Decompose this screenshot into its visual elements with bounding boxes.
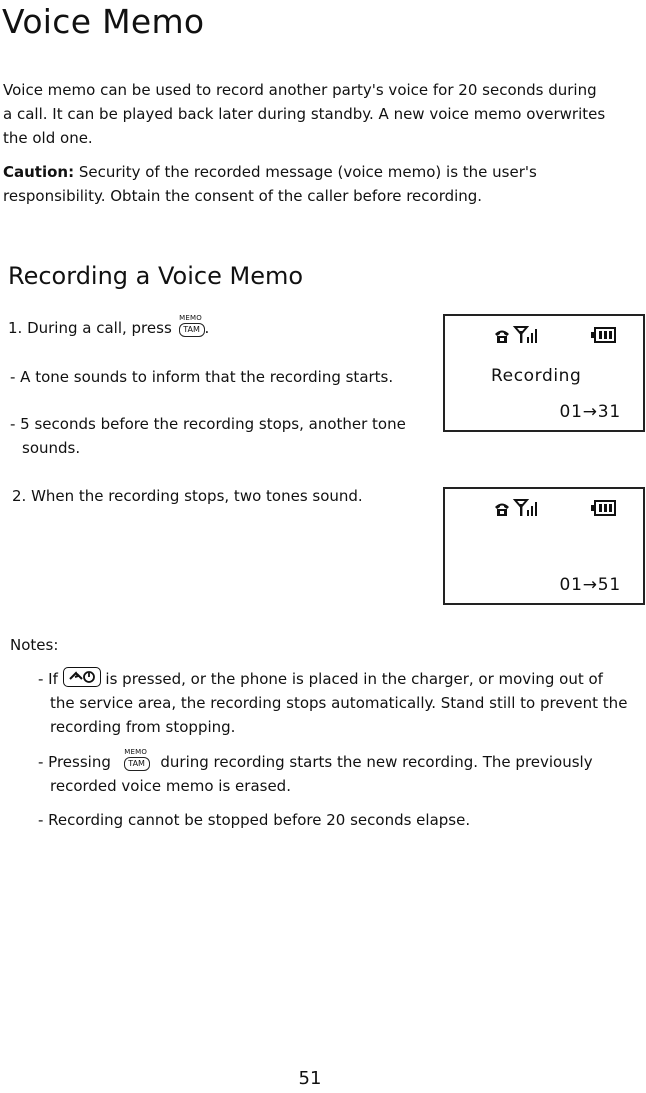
caution-paragraph — [3, 160, 633, 208]
note-1 — [38, 667, 638, 739]
page-title: Voice Memo — [2, 2, 205, 41]
end-call-key-icon — [63, 667, 101, 687]
note-1-line-2: the service area, the recording stops automatically. Stand still to prevent the — [50, 694, 628, 712]
screen-status-text: Recording — [491, 366, 582, 386]
tam-key-label: TAM — [179, 323, 205, 337]
intro-line-1: Voice memo can be used to record another party's voice for 20 seconds during — [3, 81, 597, 99]
tam-memo-key-icon — [177, 314, 205, 339]
phone-icon — [495, 331, 509, 344]
phone-icon — [495, 504, 509, 517]
note-2-suffix: during recording starts the new recording. The previously — [155, 753, 593, 771]
antenna-signal-icon — [515, 327, 537, 343]
note-2-prefix: - Pressing — [38, 753, 116, 771]
step-1-text: 1. During a call, press — [8, 319, 177, 337]
note-3: - Recording cannot be stopped before 20 seconds elapse. — [38, 811, 471, 829]
note-2 — [38, 750, 638, 798]
screen-counter: 01→51 — [559, 575, 621, 595]
caution-line-1 — [3, 160, 633, 184]
status-bar-icons — [491, 322, 631, 346]
tam-memo-key-icon — [122, 748, 150, 773]
tam-key-memo-label: MEMO — [124, 748, 148, 756]
caution-label: Caution: — [3, 163, 75, 181]
step-2: 2. When the recording stops, two tones sound. — [12, 487, 363, 505]
bullet-recording-starts: - A tone sounds to inform that the recording starts. — [10, 368, 394, 386]
section-heading: Recording a Voice Memo — [8, 262, 304, 290]
note-2-line-2: recorded voice memo is erased. — [50, 777, 291, 795]
screen-counter: 01→31 — [559, 402, 621, 422]
notes-title: Notes: — [10, 636, 59, 654]
caution-line-2: responsibility. Obtain the consent of the caller before recording. — [3, 187, 483, 205]
status-bar-icons — [491, 495, 631, 519]
note-2-line-1 — [38, 750, 638, 774]
page-number: 51 — [298, 1068, 322, 1089]
phone-screen-stopped — [443, 487, 645, 605]
intro-paragraph — [3, 78, 633, 150]
bullet-before-stop — [10, 412, 406, 460]
caution-text-1: Security of the recorded message (voice memo) is the user's — [74, 163, 537, 181]
note-1-line-1 — [38, 667, 638, 691]
battery-icon — [591, 501, 615, 515]
step-1 — [8, 316, 209, 340]
intro-line-3: the old one. — [3, 129, 93, 147]
tam-key-memo-label: MEMO — [179, 314, 202, 322]
note-1-line-3: recording from stopping. — [50, 718, 236, 736]
battery-icon — [591, 328, 615, 342]
note-1-suffix: is pressed, or the phone is placed in the charger, or moving out of — [100, 670, 603, 688]
bullet-before-stop-line-1: - 5 seconds before the recording stops, another tone — [10, 415, 406, 433]
intro-line-2: a call. It can be played back later during standby. A new voice memo overwrites — [3, 105, 606, 123]
tam-key-label: TAM — [124, 757, 150, 771]
note-1-prefix: - If — [38, 670, 63, 688]
step-1-period: . — [204, 319, 210, 337]
bullet-before-stop-line-2: sounds. — [22, 439, 81, 457]
antenna-signal-icon — [515, 500, 537, 516]
phone-screen-recording — [443, 314, 645, 432]
